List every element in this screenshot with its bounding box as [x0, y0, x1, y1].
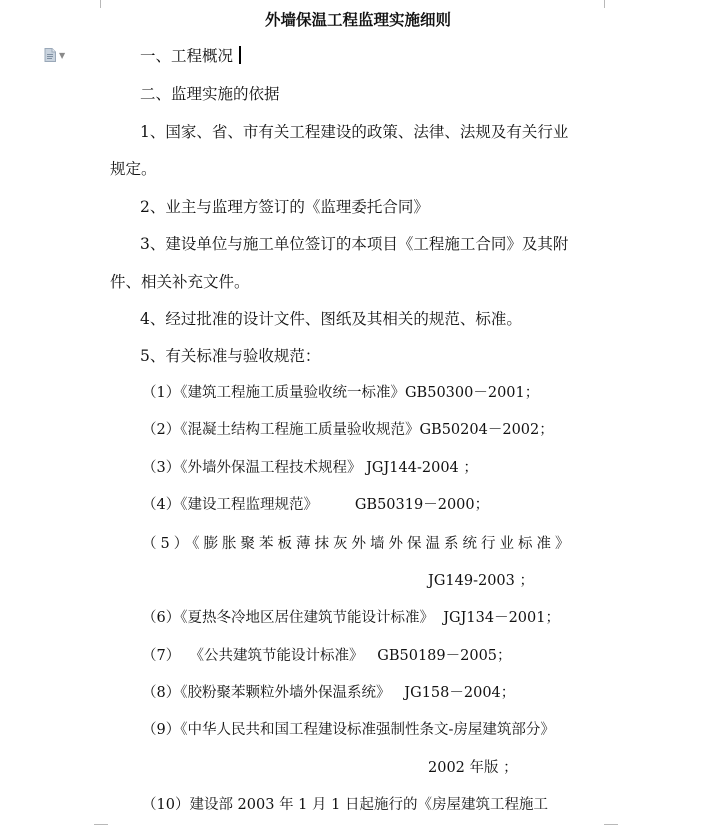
paragraph-line: 4、经过批准的设计文件、图纸及其相关的规范、标准。: [140, 310, 522, 328]
list-item: （2）《混凝土结构工程施工质量验收规范》GB50204－2002；: [142, 422, 554, 438]
list-item-continuation: JG149-2003 ；: [428, 573, 534, 589]
list-item: （4）《建设工程监理规范》 GB50319－2000；: [142, 497, 490, 513]
chevron-down-icon: ▼: [59, 50, 66, 60]
document-icon: [44, 48, 56, 62]
list-item: （9）《中华人民共和国工程建设标准强制性条文-房屋建筑部分》: [142, 722, 555, 738]
list-item: （3）《外墙外保温工程技术规程》 JGJ144-2004 ；: [142, 460, 478, 476]
section-heading: 一、工程概况: [140, 46, 241, 66]
paragraph-line: 5、有关标准与验收规范：: [140, 347, 321, 365]
list-item: （10）建设部 2003 年 1 月 1 日起施行的《房屋建筑工程施工: [142, 797, 548, 813]
page-corner-mark: [604, 0, 619, 8]
paragraph-line: 件、相关补充文件。: [110, 273, 250, 291]
text-cursor: [239, 46, 241, 64]
list-item: （8）《胶粉聚苯颗粒外墙外保温系统》 JG158－2004；: [142, 685, 516, 701]
list-item: （1）《建筑工程施工质量验收统一标准》GB50300－2001；: [142, 385, 540, 401]
paragraph-line: 2、业主与监理方签订的《监理委托合同》: [140, 198, 429, 216]
document-title: 外墙保温工程监理实施细则: [264, 11, 451, 29]
paragraph-line: 3、建设单位与施工单位签订的本项目《工程施工合同》及其附: [140, 235, 569, 253]
paragraph-line: 1、国家、省、市有关工程建设的政策、法律、法规及有关行业: [140, 123, 569, 141]
list-item-continuation: 2002 年版 ；: [428, 760, 518, 776]
list-item: （6）《夏热冬冷地区居住建筑节能设计标准》 JGJ134－2001；: [142, 610, 560, 626]
paragraph-line: 规定。: [110, 160, 157, 178]
list-item: （5）《膨胀聚苯板薄抹灰外墙外保温系统行业标准》: [142, 536, 574, 552]
section-heading: 二、监理实施的依据: [140, 85, 280, 103]
document-icon[interactable]: [44, 48, 65, 62]
list-item: （7） 《公共建筑节能设计标准》 GB50189－2005；: [142, 648, 512, 664]
page-corner-mark: [86, 0, 101, 8]
